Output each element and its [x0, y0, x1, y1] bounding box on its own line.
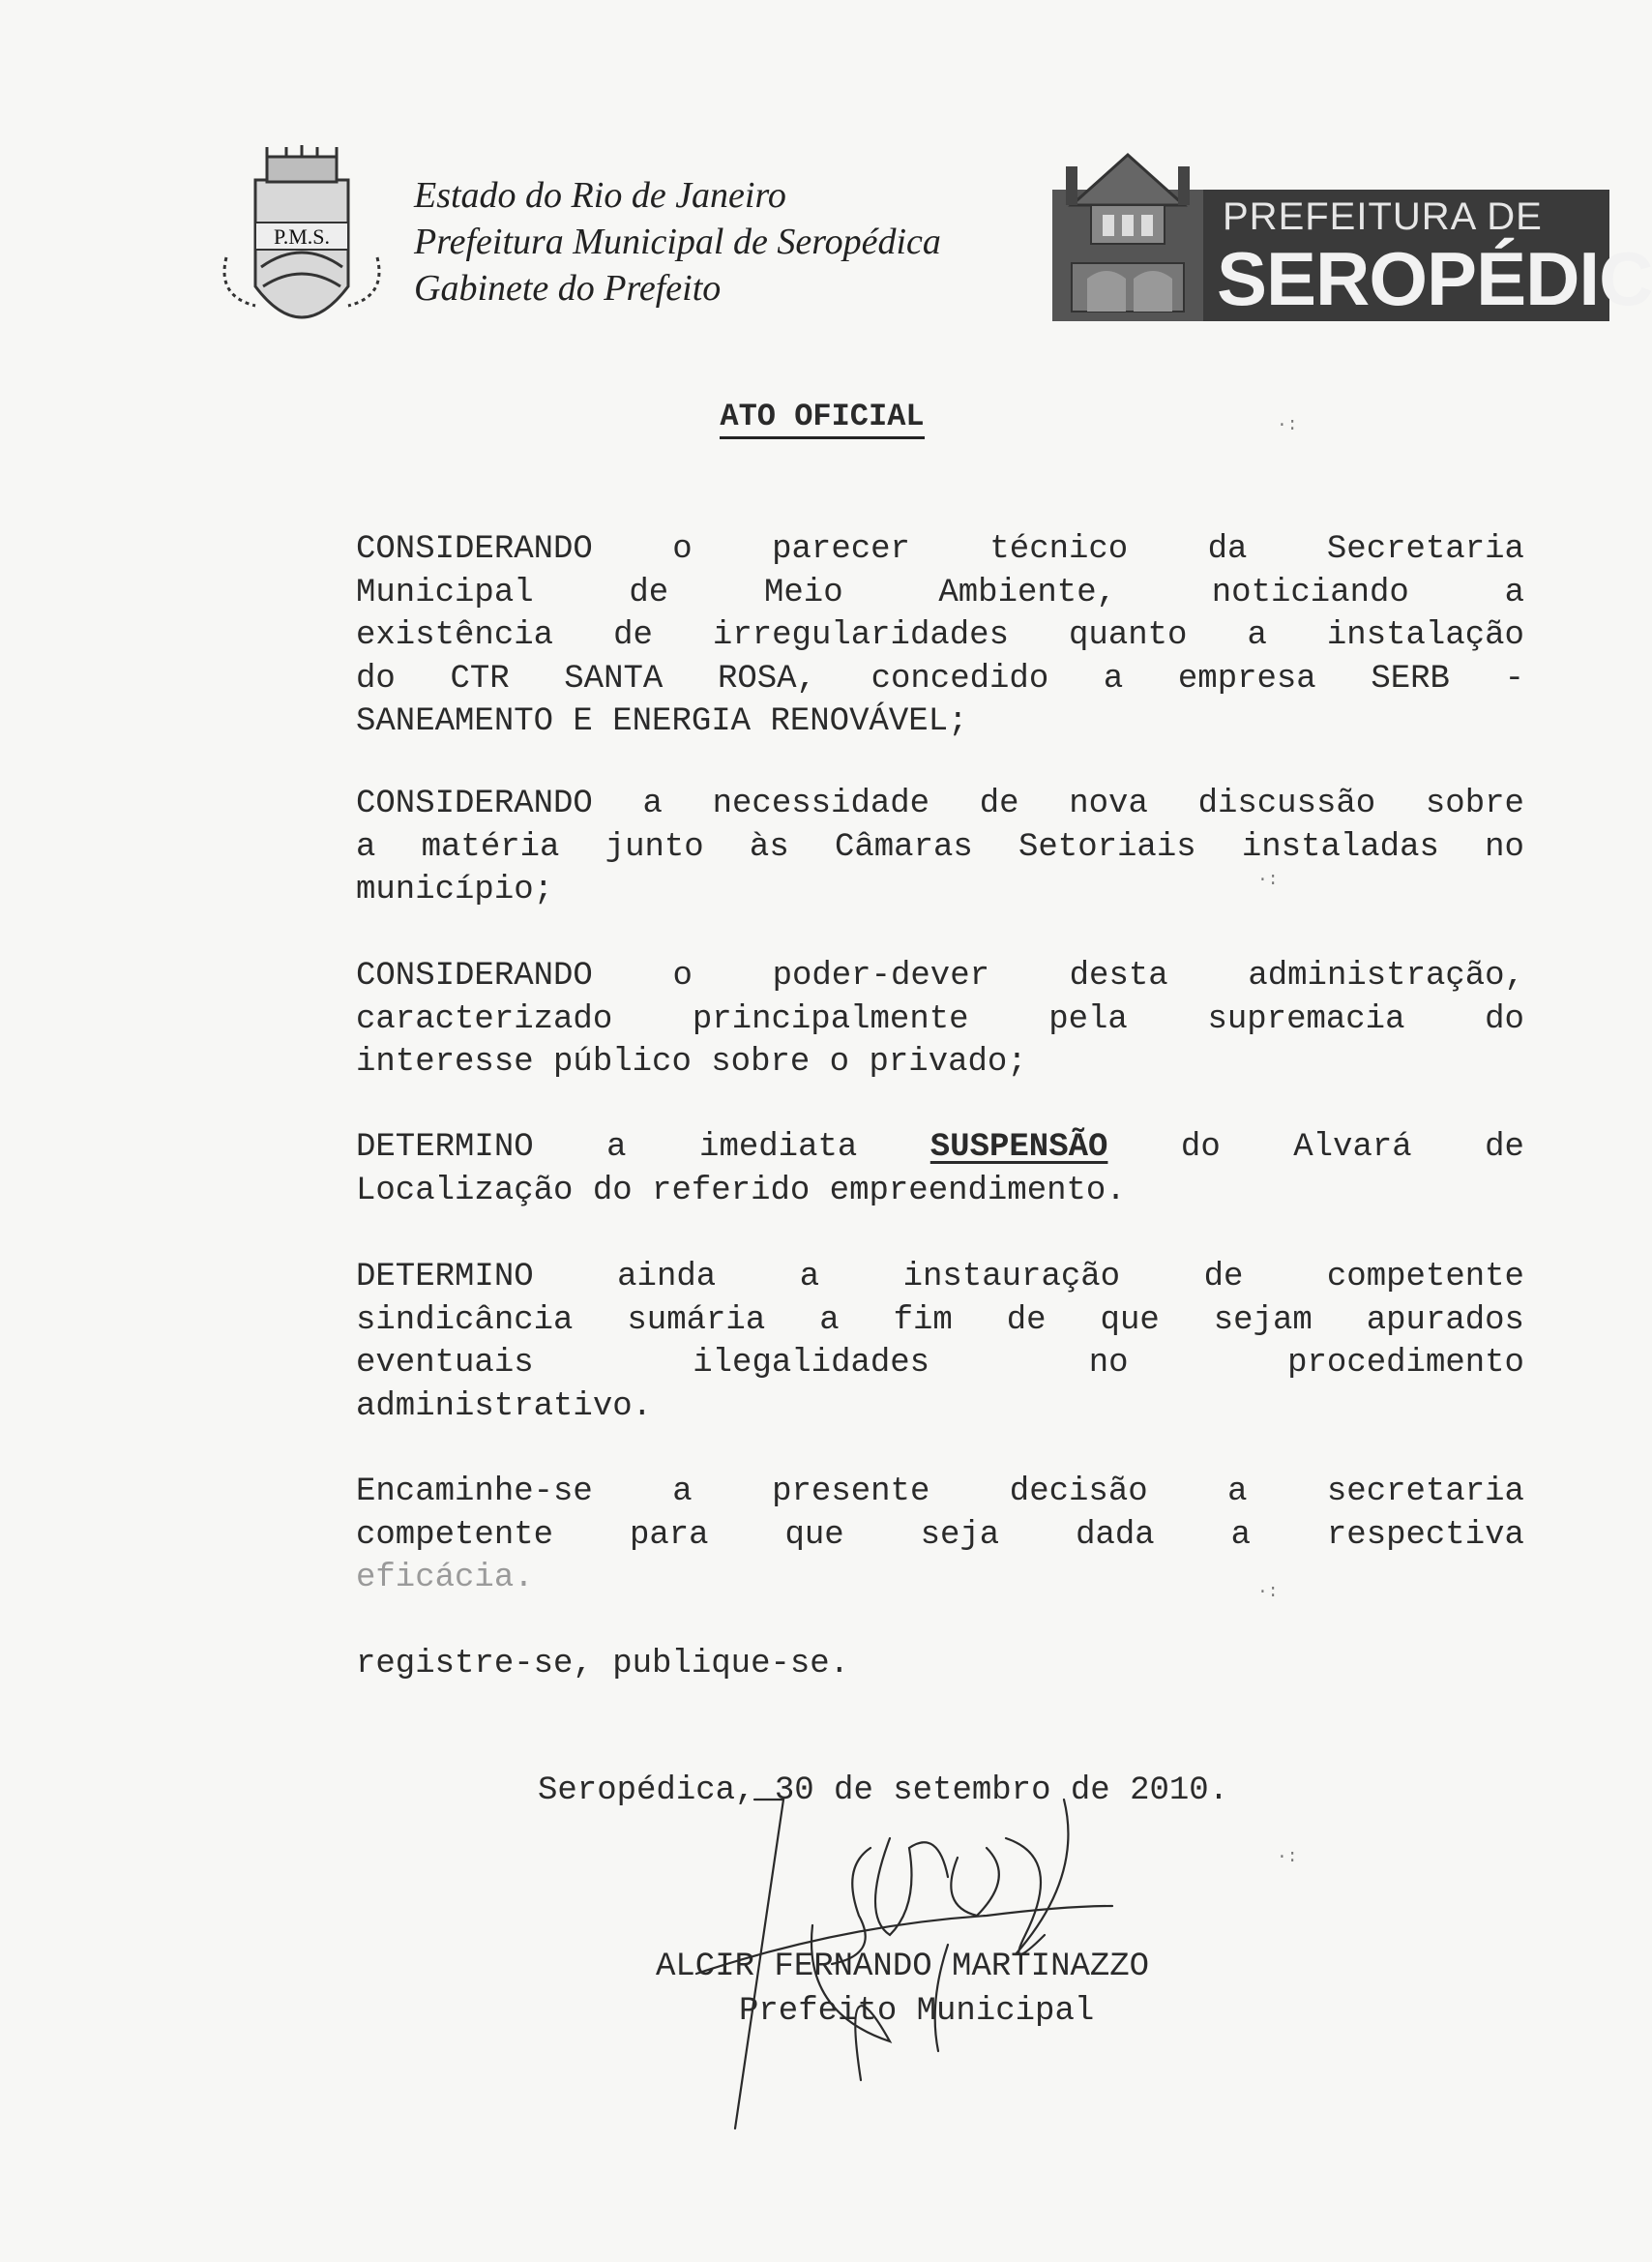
text-line: [356, 955, 1524, 998]
word: SUSPENSÃO: [929, 1129, 1108, 1166]
word: sobre: [1425, 786, 1524, 822]
word: a: [606, 1129, 627, 1166]
paragraph-encaminhe: [356, 1471, 1524, 1600]
word: CTR: [450, 660, 510, 698]
word: existência: [356, 617, 554, 654]
word: eficácia.: [356, 1560, 534, 1596]
word: município;: [356, 872, 554, 908]
text-line: [356, 700, 1524, 744]
word: caracterizado: [356, 1000, 613, 1038]
text-line: [356, 1342, 1524, 1385]
coat-of-arms-icon: [207, 141, 397, 362]
handwritten-signature: [696, 1761, 1161, 2128]
word: técnico: [989, 531, 1129, 568]
word: empresa: [1177, 660, 1316, 698]
word: do: [1485, 1000, 1524, 1038]
word: secretaria: [1326, 1473, 1524, 1510]
word: discussão: [1197, 786, 1376, 822]
logo-band: [1203, 190, 1652, 321]
word: SANTA: [564, 660, 664, 698]
word: o: [672, 531, 693, 568]
word: que: [1100, 1301, 1160, 1339]
letterhead: [414, 172, 1033, 312]
word: a: [1227, 1473, 1248, 1510]
word: quanto: [1069, 617, 1188, 654]
word: da: [1207, 531, 1248, 568]
word: sejam: [1213, 1301, 1313, 1339]
word: fim: [893, 1301, 953, 1339]
word: CONSIDERANDO: [356, 531, 593, 568]
text-line: [356, 1126, 1524, 1170]
word: administração,: [1248, 958, 1524, 995]
word: irregularidades: [712, 617, 1009, 654]
word: CONSIDERANDO: [356, 958, 593, 995]
word: do: [1180, 1129, 1221, 1166]
signatory-name: ALCIR FERNANDO MARTINAZZO: [656, 1949, 1150, 1985]
document-title: ATO OFICIAL: [0, 399, 1644, 434]
word: registre-se, publique-se.: [356, 1646, 850, 1682]
text-line: [356, 1643, 1524, 1686]
word: imediata: [699, 1129, 858, 1166]
word: competente: [1326, 1259, 1524, 1295]
word: nova: [1069, 786, 1148, 822]
text-line: [356, 1041, 1524, 1085]
word: ainda: [617, 1259, 717, 1295]
text-line: [356, 998, 1524, 1042]
word: a: [799, 1259, 820, 1295]
word: DETERMINO: [356, 1259, 534, 1295]
paragraph-determino-sindicancia: [356, 1256, 1524, 1428]
word: junto: [605, 828, 704, 866]
word: procedimento: [1287, 1345, 1524, 1382]
scan-speck: ·:: [1257, 1583, 1279, 1602]
word: no: [1088, 1345, 1129, 1382]
paragraph-determino-suspensao: [356, 1126, 1524, 1212]
word: a: [1230, 1516, 1251, 1554]
word: SANEAMENTO E ENERGIA RENOVÁVEL;: [356, 703, 968, 740]
word: poder-dever: [772, 958, 989, 995]
word: que: [784, 1516, 844, 1554]
word: desta: [1069, 958, 1168, 995]
word: interesse público sobre o privado;: [356, 1044, 1027, 1081]
coat-of-arms-label: P.M.S.: [273, 224, 331, 249]
word: respectiva: [1326, 1516, 1524, 1554]
word: noticiando: [1211, 574, 1409, 611]
word: Secretaria: [1326, 531, 1524, 568]
word: Setoriais: [1018, 828, 1196, 866]
word: Encaminhe-se: [356, 1473, 593, 1510]
word: decisão: [1009, 1473, 1148, 1510]
text-line: [356, 783, 1524, 826]
paragraph-considerando-3: [356, 955, 1524, 1085]
word: concedido: [870, 660, 1049, 698]
text-line: [356, 1557, 1524, 1600]
text-line: [356, 1170, 1524, 1213]
word: Meio: [763, 574, 843, 611]
word: a: [1504, 574, 1524, 611]
word: do: [356, 660, 396, 698]
word: a: [642, 786, 663, 822]
word: a: [819, 1301, 840, 1339]
word: seja: [920, 1516, 1000, 1554]
document-date: Seropédica, 30 de setembro de 2010.: [538, 1772, 1229, 1809]
word: sumária: [627, 1301, 766, 1339]
word: de: [979, 786, 1019, 822]
word: dada: [1076, 1516, 1155, 1554]
scan-speck: ·:: [1277, 416, 1298, 435]
paragraph-considerando-2: [356, 783, 1524, 912]
word: ilegalidades: [693, 1345, 930, 1382]
text-line: [356, 1385, 1524, 1429]
word: sindicância: [356, 1301, 574, 1339]
word: a: [1103, 660, 1124, 698]
word: às: [749, 828, 789, 866]
word: de: [1006, 1301, 1047, 1339]
text-line: [356, 826, 1524, 870]
word: de: [629, 574, 669, 611]
letterhead-office: Gabinete do Prefeito: [414, 268, 722, 309]
word: -: [1504, 660, 1524, 698]
word: Câmaras: [834, 828, 973, 866]
word: administrativo.: [356, 1387, 653, 1425]
word: Municipal: [356, 574, 534, 611]
word: competente: [356, 1516, 554, 1554]
text-line: [356, 528, 1524, 572]
word: CONSIDERANDO: [356, 786, 593, 822]
word: Ambiente,: [938, 574, 1117, 611]
text-line: [356, 572, 1524, 615]
word: instauração: [902, 1259, 1121, 1295]
word: Localização do referido empreendimento.: [356, 1172, 1126, 1209]
word: matéria: [421, 828, 560, 866]
word: presente: [772, 1473, 930, 1510]
word: a: [672, 1473, 693, 1510]
word: SERB: [1371, 660, 1450, 698]
scan-speck: ·:: [1277, 1848, 1298, 1867]
word: parecer: [772, 531, 910, 568]
word: ROSA,: [717, 660, 816, 698]
signatory-role: Prefeito Municipal: [739, 1993, 1095, 2030]
word: principalmente: [692, 1000, 969, 1038]
paragraph-registre: [356, 1643, 1524, 1686]
logo-top-text: PREFEITURA DE: [1223, 195, 1543, 238]
letterhead-state: Estado do Rio de Janeiro: [414, 175, 786, 216]
word: de: [1485, 1129, 1524, 1166]
word: a: [356, 828, 376, 866]
word: de: [1203, 1259, 1244, 1295]
text-line: [356, 1299, 1524, 1343]
word: apurados: [1366, 1301, 1524, 1339]
word: instaladas: [1241, 828, 1439, 866]
text-line: [356, 658, 1524, 701]
word: necessidade: [712, 786, 930, 822]
word: supremacia: [1207, 1000, 1405, 1038]
paragraph-considerando-1: [356, 528, 1524, 744]
text-line: [356, 614, 1524, 658]
text-line: [356, 1256, 1524, 1299]
word: Alvará: [1293, 1129, 1412, 1166]
word: pela: [1048, 1000, 1128, 1038]
prefeitura-logo: [1052, 147, 1652, 321]
word: no: [1485, 828, 1524, 866]
word: eventuais: [356, 1345, 534, 1382]
word: a: [1247, 617, 1267, 654]
logo-main-text: SEROPÉDIC: [1217, 236, 1652, 321]
word: para: [629, 1516, 709, 1554]
word: instalação: [1326, 617, 1524, 654]
building-icon: [1052, 147, 1203, 321]
word: DETERMINO: [356, 1129, 534, 1166]
scan-speck: ·:: [1257, 871, 1279, 890]
word: de: [613, 617, 653, 654]
text-line: [356, 1471, 1524, 1514]
word: o: [672, 958, 693, 995]
letterhead-prefecture: Prefeitura Municipal de Seropédica: [414, 222, 941, 262]
text-line: [356, 869, 1524, 912]
text-line: [356, 1514, 1524, 1558]
